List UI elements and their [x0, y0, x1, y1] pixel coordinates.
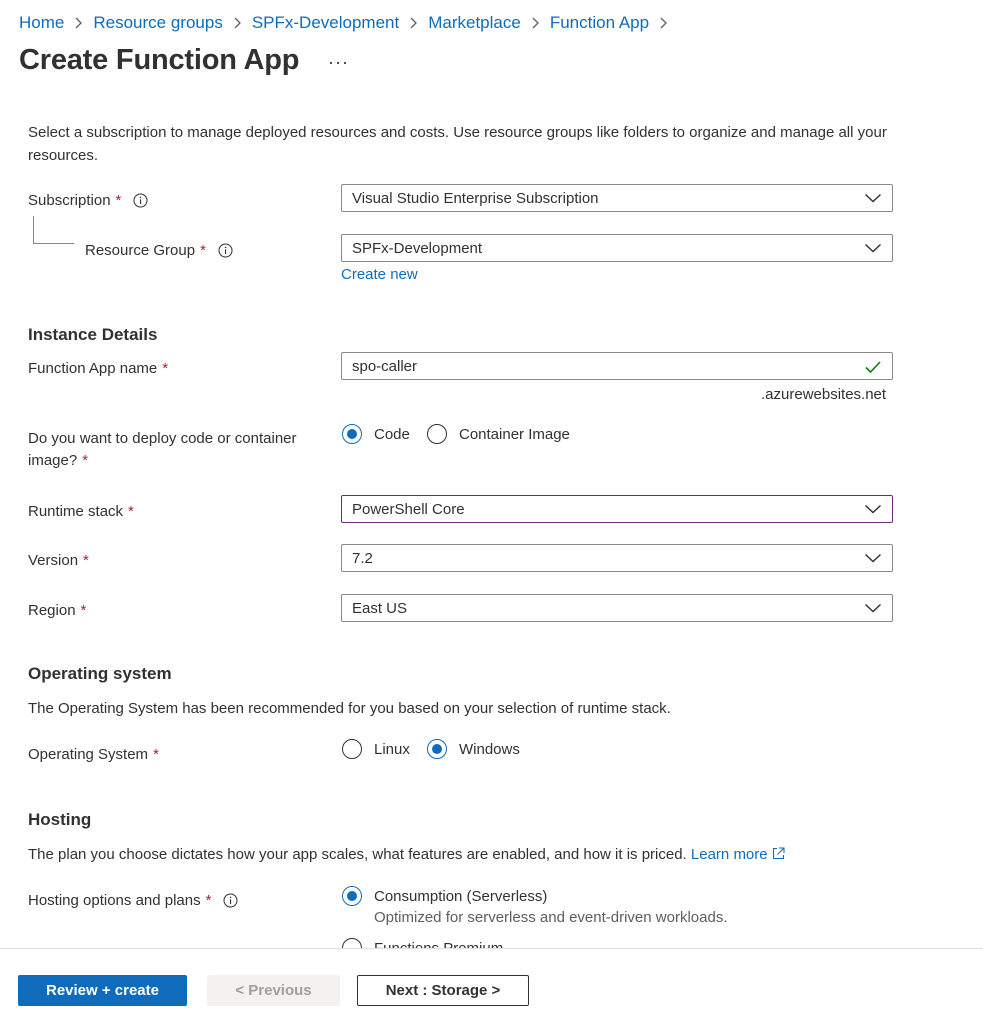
required-asterisk: *	[162, 359, 169, 377]
chevron-right-icon	[233, 17, 242, 29]
radio-container-image-label: Container Image	[459, 425, 570, 443]
radio-selected-indicator	[427, 739, 447, 759]
operating-system-heading: Operating system	[28, 664, 172, 683]
info-icon[interactable]	[133, 193, 148, 208]
os-note: The Operating System has been recommended for you based on your selection of runtime stack.	[28, 700, 671, 717]
hosting-options-label	[28, 889, 238, 911]
previous-button[interactable]: < Previous	[207, 975, 340, 1006]
region-select[interactable]	[341, 594, 893, 622]
runtime-stack-select[interactable]	[341, 495, 893, 523]
chevron-down-icon	[864, 192, 882, 204]
deploy-label	[28, 428, 328, 472]
region-value: East US	[352, 599, 408, 617]
next-storage-button[interactable]: Next : Storage >	[357, 975, 529, 1006]
runtime-stack-label-text: Runtime stack	[28, 502, 124, 520]
runtime-stack-label	[28, 500, 134, 522]
radio-selected-indicator	[342, 424, 362, 444]
required-asterisk: *	[200, 241, 206, 259]
radio-container-image[interactable]	[427, 424, 570, 444]
chevron-down-icon	[864, 242, 882, 254]
version-label	[28, 549, 89, 571]
region-label	[28, 599, 86, 621]
breadcrumb-marketplace[interactable]: Marketplace	[428, 13, 521, 32]
required-asterisk: *	[205, 891, 212, 909]
operating-system-label-text: Operating System	[28, 745, 149, 763]
chevron-right-icon	[74, 17, 83, 29]
required-asterisk: *	[128, 502, 134, 520]
breadcrumb-function-app[interactable]: Function App	[549, 13, 650, 32]
required-asterisk: *	[82, 452, 89, 469]
external-link-icon[interactable]	[772, 847, 785, 864]
review-create-button[interactable]: Review + create	[18, 975, 187, 1006]
create-new-link[interactable]: Create new	[341, 266, 418, 283]
runtime-stack-value: PowerShell Core	[352, 500, 465, 518]
chevron-right-icon	[409, 17, 418, 29]
radio-code-label: Code	[374, 425, 410, 443]
resource-group-select[interactable]	[341, 234, 893, 262]
breadcrumb-home[interactable]: Home	[19, 13, 65, 32]
hosting-heading: Hosting	[28, 810, 92, 829]
resource-group-label-text: Resource Group	[85, 241, 196, 259]
required-asterisk: *	[153, 745, 159, 763]
version-select[interactable]	[341, 544, 893, 572]
checkmark-icon	[864, 360, 882, 372]
radio-windows[interactable]	[427, 739, 520, 759]
radio-windows-label: Windows	[459, 740, 520, 758]
required-asterisk: *	[83, 551, 89, 569]
radio-unselected-indicator	[427, 424, 447, 444]
radio-code[interactable]	[342, 424, 410, 444]
resource-group-value: SPFx-Development	[352, 239, 483, 257]
breadcrumb-spfx-development[interactable]: SPFx-Development	[251, 13, 400, 32]
function-app-name-label-text: Function App name	[28, 359, 158, 377]
operating-system-label	[28, 743, 159, 765]
version-label-text: Version	[28, 551, 79, 569]
learn-more-link[interactable]: Learn more	[690, 846, 768, 863]
breadcrumb	[19, 12, 678, 34]
radio-linux[interactable]	[342, 739, 410, 759]
info-icon[interactable]	[218, 243, 233, 258]
breadcrumb-resource-groups[interactable]: Resource groups	[93, 13, 223, 32]
required-asterisk: *	[80, 601, 87, 619]
tree-connector	[33, 216, 74, 244]
radio-linux-label: Linux	[374, 740, 410, 758]
consumption-description: Optimized for serverless and event-driven workloads.	[374, 909, 728, 926]
page-title: Create Function App	[19, 44, 300, 76]
footer-bar	[0, 948, 983, 1016]
domain-suffix: .azurewebsites.net	[761, 386, 887, 403]
radio-consumption[interactable]	[342, 886, 547, 906]
hosting-note-text: The plan you choose dictates how your app scales, what features are enabled, and how it is priced.	[28, 846, 687, 863]
chevron-down-icon	[864, 552, 882, 564]
chevron-down-icon	[864, 503, 882, 515]
more-options-button[interactable]: ···	[328, 52, 349, 72]
subscription-label	[28, 189, 148, 211]
hosting-note	[28, 846, 785, 864]
subscription-select[interactable]	[341, 184, 893, 212]
info-icon[interactable]	[223, 893, 238, 908]
resource-group-label	[85, 239, 233, 261]
intro-text: Select a subscription to manage deployed resources and costs. Use resource groups like folders to organize and manage all your resources.	[28, 124, 887, 164]
region-label-text: Region	[28, 601, 76, 619]
chevron-right-icon	[659, 17, 668, 29]
chevron-down-icon	[864, 602, 882, 614]
hosting-options-label-text: Hosting options and plans	[28, 891, 201, 909]
function-app-name-label	[28, 357, 168, 379]
subscription-value: Visual Studio Enterprise Subscription	[352, 189, 599, 207]
required-asterisk: *	[115, 191, 122, 209]
version-value: 7.2	[352, 549, 373, 567]
radio-selected-indicator	[342, 886, 362, 906]
radio-unselected-indicator	[342, 739, 362, 759]
subscription-label-text: Subscription	[28, 191, 111, 209]
deploy-label-text: Do you want to deploy code or container image?	[28, 430, 297, 469]
instance-details-heading: Instance Details	[28, 325, 158, 344]
function-app-name-value: spo-caller	[352, 357, 418, 375]
chevron-right-icon	[531, 17, 540, 29]
function-app-name-input[interactable]	[341, 352, 893, 380]
radio-consumption-label: Consumption (Serverless)	[374, 887, 548, 905]
